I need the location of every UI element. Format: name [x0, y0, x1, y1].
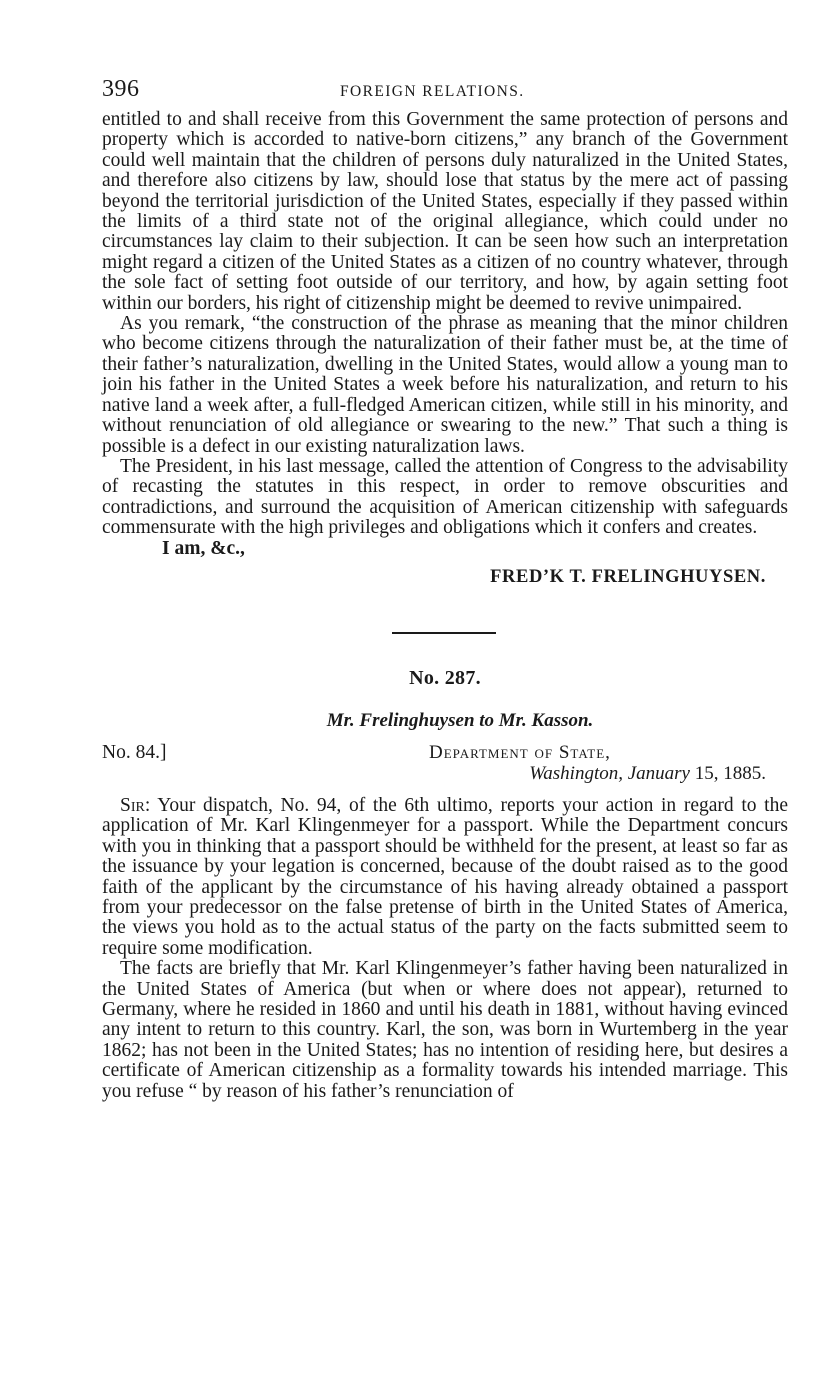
- reference-number: No. 84.]: [102, 741, 167, 763]
- date-month: January: [627, 762, 690, 784]
- letter-frelinghuysen-continuation: [102, 110, 788, 539]
- salutation: Sir:: [120, 794, 151, 816]
- document-number: No. 287.: [409, 666, 481, 689]
- paragraph: [102, 796, 788, 959]
- date-rest: 15, 1885.: [694, 762, 766, 784]
- running-title: FOREIGN RELATIONS.: [340, 83, 525, 100]
- letter-to-kasson: [102, 796, 788, 1102]
- paragraph: The President, in his last message, called the attention of Congress to the advisability of recasting the statutes in this respect, in order to remove obscurities and contradictions, and surround the acquisition of American citizenship with safeguards commensurate with the high privileges and obligations which it confers and creates.: [102, 455, 788, 539]
- page-number: 396: [102, 76, 140, 102]
- signature: FRED’K T. FRELINGHUYSEN.: [490, 566, 766, 587]
- document-heading: Mr. Frelinghuysen to Mr. Kasson.: [326, 709, 594, 731]
- place-and-date: [529, 763, 766, 785]
- paragraph-text: Your dispatch, No. 94, of the 6th ultimo, reports your action in regard to the application of Mr. Karl Klingenmeyer for a passport. While the Department concurs with you in thinking that a passport should be withheld for the present, at least so far as the issuance by your legation is concerned, because of the doubt raised as to the good faith of the applicant by the circumstance of his having already obtained a passport from your predecessor on the false pretense of birth in the United States of America, the views you hold as to the actual status of the party on the facts submitted seem to require some modification.: [102, 794, 788, 959]
- running-header: [102, 76, 788, 110]
- dateline: [102, 742, 788, 792]
- paragraph: As you remark, “the construction of the phrase as meaning that the minor children who become citizens through the naturalization of their father must be, at the time of their father’s naturalization, dwelling in the United States, would allow a young man to join his father in the United States a week before his naturalization, and return to his native land a week after, a full-fledged American citizen, while still in his minority, and without renunciation of old allegiance or swearing to the new.” That such a thing is possible is a defect in our existing naturalization laws.: [102, 313, 788, 457]
- department-name: Department of State,: [429, 741, 611, 763]
- document-page: [102, 76, 788, 1102]
- paragraph: The facts are briefly that Mr. Karl Klingenmeyer’s father having been naturalized in the United States of America (but when or where does not appear), returned to Germany, where he resided in 1860 and until his death in 1881, without having evinced any intent to return to this country. Karl, the son, was born in Wurtemberg in the year 1862; has not been in the United States; has no intention of residing here, but desires a certificate of American citizenship as a formality towards his intended marriage. This you refuse “ by reason of his father’s renunciation of: [102, 958, 788, 1102]
- paragraph: entitled to and shall receive from this Government the same protection of persons and property which is accorded to native-born citizens,” any branch of the Government could well maintain that the children of persons duly naturalized in the United States, and therefore also citizens by law, should lose that status by the mere act of passing beyond the territorial jurisdiction of the United States, especially if they passed within the limits of a third state not of the original allegiance, which could under no circumstances lay claim to their subjection. It can be seen how such an interpretation might regard a citizen of the United States as a citizen of no country whatever, through the sole fact of setting foot outside of our territory, and how, by again setting foot within our borders, his right of citizenship might be deemed to revive unimpaired.: [102, 109, 788, 314]
- section-divider: [392, 632, 496, 634]
- closing-formula: I am, &c.,: [162, 537, 245, 559]
- place: Washington,: [529, 762, 623, 784]
